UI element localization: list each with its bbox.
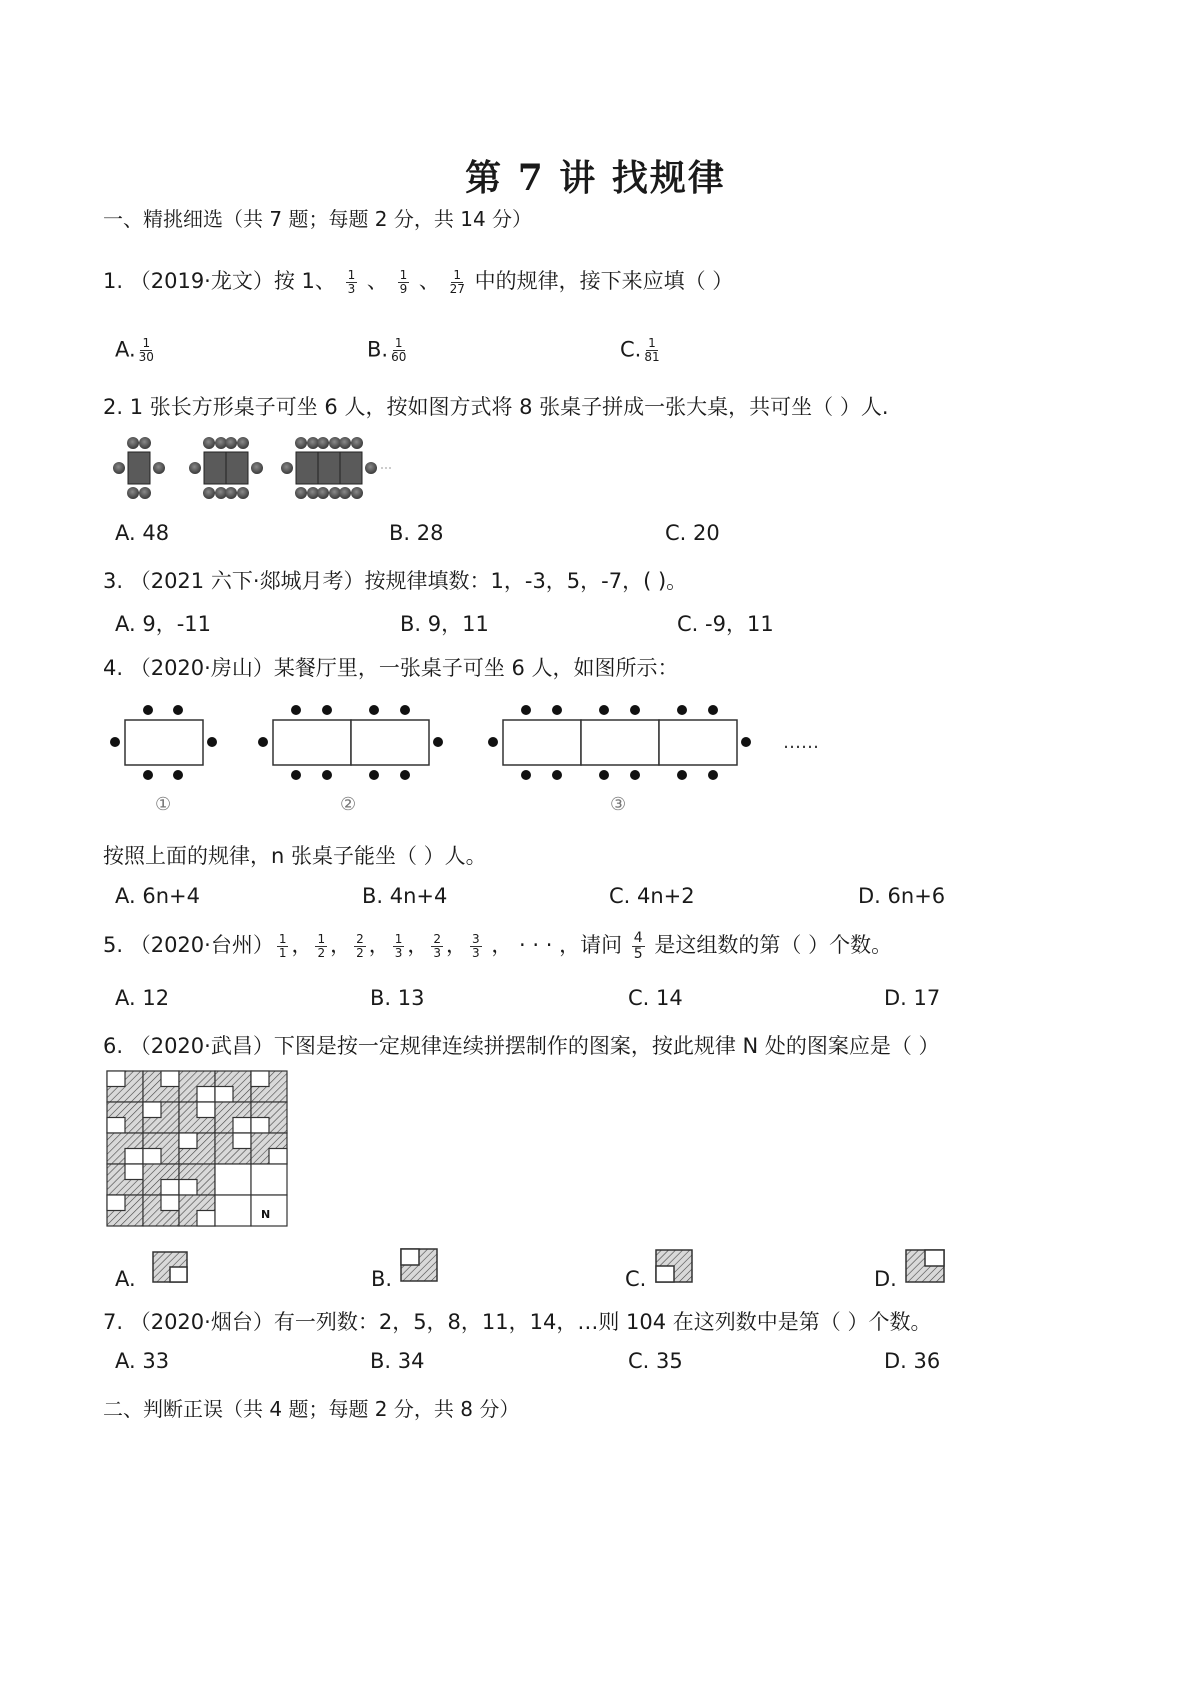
option-c-pattern-icon[interactable] — [655, 1249, 693, 1283]
grid-cell-notch — [269, 1149, 287, 1165]
option-b[interactable]: B. 28 — [389, 521, 444, 545]
grid-cell — [215, 1195, 251, 1226]
fraction: $\frac{1}{30}$ — [138, 336, 154, 364]
separator: 、 — [418, 269, 440, 293]
fraction: $\frac{1}{3}$ — [394, 931, 403, 960]
grid-cell-notch — [107, 1118, 125, 1134]
option-a[interactable]: A. $\frac{1}{30}$ — [115, 336, 154, 364]
fraction: $\frac{1}{81}$ — [644, 336, 660, 364]
grid-cell-notch — [251, 1071, 269, 1087]
option-a-pattern-icon[interactable] — [152, 1251, 188, 1283]
grid-cell-notch — [107, 1195, 125, 1211]
option-b[interactable]: B. 34 — [370, 1349, 425, 1373]
grid-cell-notch — [197, 1087, 215, 1103]
option-a[interactable]: A. 9，-11 — [115, 612, 212, 636]
grid-cell-notch — [143, 1102, 161, 1118]
fraction: $\frac{2}{2}$ — [356, 931, 364, 960]
option-d[interactable]: D. — [874, 1267, 897, 1291]
question-number: 1. — [103, 269, 124, 293]
option-c[interactable]: C. 14 — [628, 986, 683, 1010]
option-a[interactable]: A. — [115, 1267, 136, 1291]
pattern-grid-figure — [106, 1070, 288, 1228]
grid-cell-notch — [161, 1195, 179, 1211]
question-tail: 是这组数的第（ ）个数。 — [654, 933, 893, 957]
question-4-follow: 按照上面的规律，n 张桌子能坐（ ）人。 — [103, 844, 487, 868]
question-2: 2. 1 张长方形桌子可坐 6 人，按如图方式将 8 张桌子拼成一张大桌，共可坐（ ）人. — [103, 395, 889, 419]
option-b[interactable]: B. 4n+4 — [362, 884, 448, 908]
option-c[interactable]: C. — [625, 1267, 647, 1291]
separator: 、 — [366, 269, 388, 293]
question-tail: 中的规律，接下来应填（ ） — [474, 269, 734, 293]
grid-cell-notch — [107, 1071, 125, 1087]
grid-cell-notch — [197, 1102, 215, 1118]
grid-cell-notch — [233, 1133, 251, 1149]
option-a[interactable]: A. 33 — [115, 1349, 170, 1373]
fraction: $\frac{4}{5}$ — [633, 929, 643, 962]
fraction: $\frac{1}{60}$ — [391, 336, 407, 364]
fraction: $\frac{2}{3}$ — [433, 931, 442, 960]
option-c[interactable]: C. $\frac{1}{81}$ — [620, 336, 660, 364]
option-b-pattern-icon[interactable] — [400, 1248, 438, 1282]
grid-label-n: N — [261, 1208, 271, 1221]
ellipsis: ， · · · ，请问 — [491, 933, 623, 957]
restaurant-tables-figure — [105, 700, 855, 820]
grid-cell-notch — [179, 1180, 197, 1196]
grid-cell-notch — [251, 1118, 269, 1134]
fraction: $\frac{1}{2}$ — [317, 931, 326, 960]
fraction: $\frac{1}{3}$ — [347, 267, 356, 296]
question-3: 3. （2021 六下·郯城月考）按规律填数：1，-3，5，-7，( )。 — [103, 569, 688, 593]
question-6: 6. （2020·武昌）下图是按一定规律连续拼摆制作的图案，按此规律 N 处的图案应是（ ） — [103, 1034, 940, 1058]
option-a[interactable]: A. 48 — [115, 521, 170, 545]
option-a[interactable]: A. 6n+4 — [115, 884, 200, 908]
option-b[interactable]: B. $\frac{1}{60}$ — [367, 336, 407, 364]
fraction: $\frac{1}{27}$ — [449, 267, 465, 296]
section-heading: 二、判断正误（共 4 题；每题 2 分，共 8 分） — [103, 1397, 520, 1421]
question-1 — [103, 265, 733, 296]
option-b[interactable]: B. 13 — [370, 986, 425, 1010]
grid-cell-notch — [179, 1133, 197, 1149]
option-b[interactable]: B. — [371, 1267, 393, 1291]
grid-cell-notch — [233, 1118, 251, 1134]
grid-cell-notch — [125, 1164, 143, 1180]
grid-cell-notch — [143, 1149, 161, 1165]
option-d[interactable]: D. 36 — [884, 1349, 941, 1373]
option-c[interactable]: C. 20 — [665, 521, 720, 545]
page-title: 第 7 讲 找规律 — [465, 157, 726, 199]
grid-cell-notch — [197, 1211, 215, 1227]
option-d[interactable]: D. 6n+6 — [858, 884, 946, 908]
grid-cell-notch — [215, 1087, 233, 1103]
grid-cell-notch — [161, 1180, 179, 1196]
question-source: 5. （2020·台州） — [103, 933, 274, 957]
question-7: 7. （2020·烟台）有一列数：2，5，8，11，14，…则 104 在这列数中是第（ ）个数。 — [103, 1310, 932, 1334]
option-d[interactable]: D. 17 — [884, 986, 941, 1010]
tables-figure — [110, 432, 400, 504]
question-5: 5. （2020·台州） $\frac{1}{1}$ ， $\frac{1}{2}$ ， $\frac{2}{2}$ ， $\frac{1}{3}$ ， $\frac{2}{3}$ ， $\frac{3}{3}$ ， · · · ，请问 $\frac{4}{5}$ 是这组数的第（ ）个数。 — [103, 929, 893, 962]
option-b[interactable]: B. 9，11 — [400, 612, 489, 636]
figure-label-2: ② — [340, 794, 357, 815]
grid-cell — [215, 1164, 251, 1195]
option-c[interactable]: C. 35 — [628, 1349, 683, 1373]
fraction: $\frac{3}{3}$ — [472, 931, 480, 960]
question-4: 4. （2020·房山）某餐厅里，一张桌子可坐 6 人，如图所示： — [103, 656, 679, 680]
option-c[interactable]: C. 4n+2 — [609, 884, 695, 908]
ellipsis: …… — [783, 732, 819, 753]
section-heading: 一、精挑细选（共 7 题；每题 2 分，共 14 分） — [103, 207, 533, 231]
figure-label-3: ③ — [610, 794, 627, 815]
question-source: （2019·龙文）按 1、 — [129, 269, 336, 293]
option-d-pattern-icon[interactable] — [905, 1249, 945, 1283]
option-a[interactable]: A. 12 — [115, 986, 170, 1010]
fraction: $\frac{1}{1}$ — [278, 931, 287, 960]
option-c[interactable]: C. -9，11 — [677, 612, 774, 636]
grid-cell — [251, 1164, 287, 1195]
grid-cell-notch — [125, 1149, 143, 1165]
figure-label-1: ① — [155, 794, 172, 815]
grid-cell-notch — [161, 1071, 179, 1087]
fraction: $\frac{1}{9}$ — [399, 267, 408, 296]
